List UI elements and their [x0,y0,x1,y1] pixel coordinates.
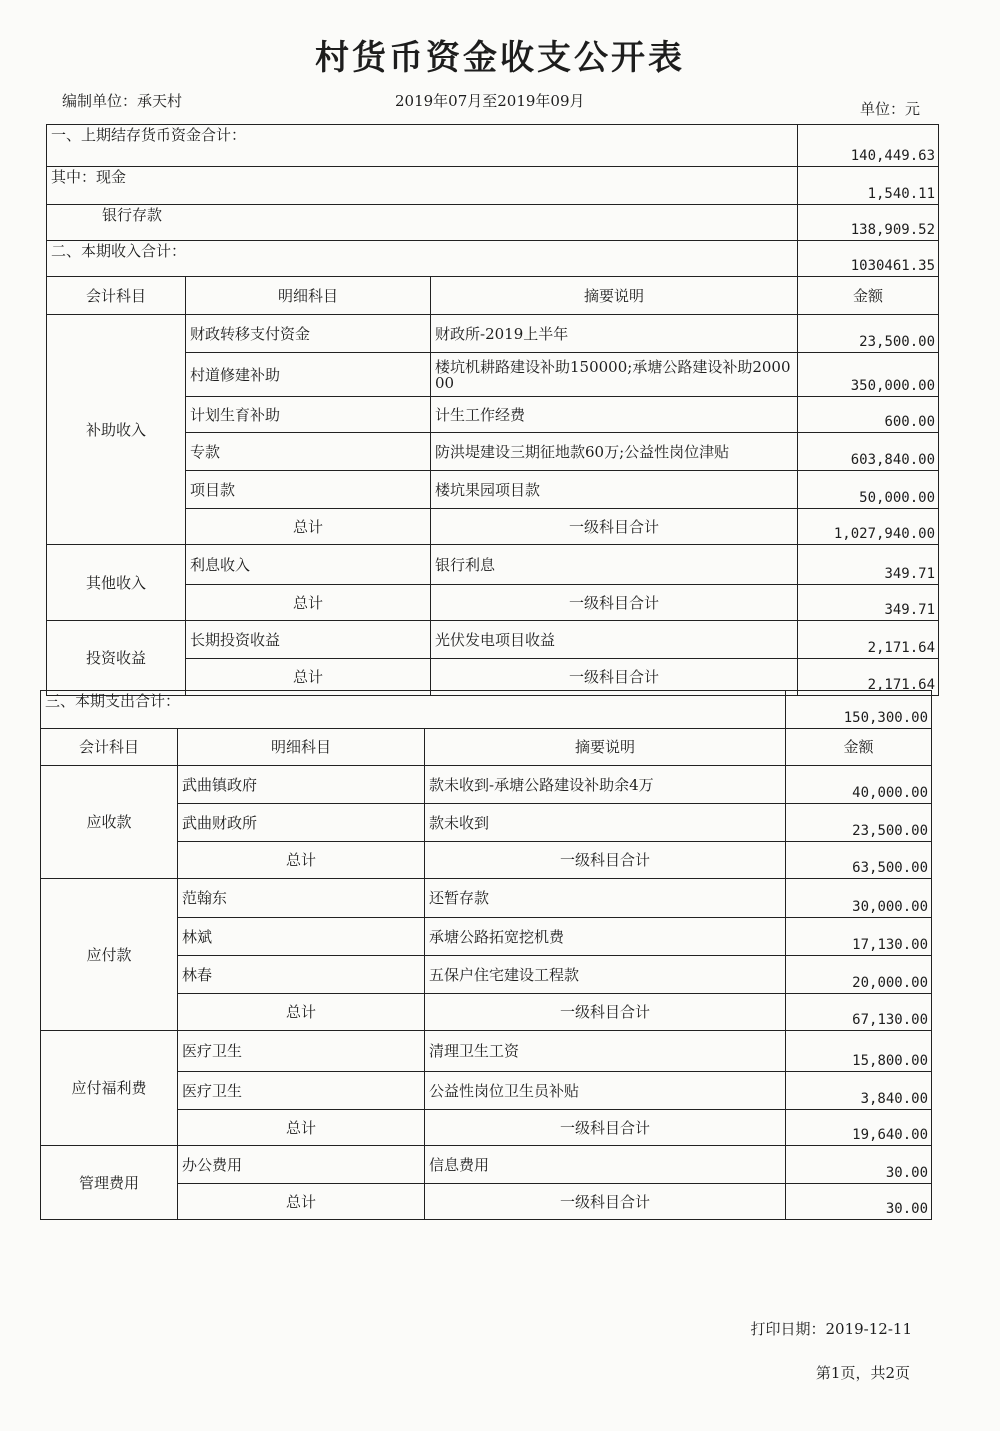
detail-cell: 医疗卫生 [178,1072,425,1110]
table-row [47,545,939,585]
table-row [47,315,939,353]
amount-cell: 50,000.00 [798,471,939,509]
amount-cell: 3,840.00 [786,1072,932,1110]
desc-cell: 公益性岗位卫生员补贴 [425,1072,786,1110]
desc-cell: 还暂存款 [425,879,786,918]
desc-cell: 光伏发电项目收益 [431,621,798,659]
subject-cell: 补助收入 [47,315,186,545]
detail-cell: 项目款 [186,471,431,509]
income-total-label: 二、本期收入合计： [47,241,798,277]
desc-cell: 计生工作经费 [431,397,798,433]
header-detail: 明细科目 [178,729,425,766]
document-title: 村货币资金收支公开表 [315,38,685,78]
amount-cell: 23,500.00 [798,315,939,353]
detail-cell: 财政转移支付资金 [186,315,431,353]
header-desc: 摘要说明 [425,729,786,766]
page-number: 第1页，共2页 [815,1364,910,1382]
amount-cell: 30.00 [786,1146,932,1184]
header-subject: 会计科目 [47,277,186,315]
currency-unit: 单位：元 [859,100,920,118]
amount-cell: 17,130.00 [786,918,932,956]
header-amount: 金额 [786,729,932,766]
desc-cell: 清理卫生工资 [425,1031,786,1072]
amount-cell: 23,500.00 [786,804,932,842]
detail-cell: 专款 [186,433,431,471]
table-row [47,241,939,277]
expense-total-label: 三、本期支出合计： [41,691,786,729]
amount-cell: 30,000.00 [786,879,932,918]
total-label: 总计 [178,1184,425,1220]
detail-cell: 医疗卫生 [178,1031,425,1072]
desc-cell: 五保户住宅建设工程款 [425,956,786,994]
subject-cell: 投资收益 [47,621,186,696]
subject-cell: 其他收入 [47,545,186,621]
income-table [46,124,939,696]
header-desc: 摘要说明 [431,277,798,315]
bank-label: 银行存款 [47,205,798,241]
total-amount: 30.00 [786,1184,932,1220]
total-amount: 1,027,940.00 [798,509,939,545]
subject-cell: 应付款 [41,879,178,1031]
total-desc: 一级科目合计 [425,1110,786,1146]
table-row [47,167,939,205]
amount-cell: 603,840.00 [798,433,939,471]
table-row [41,1031,932,1072]
desc-cell: 财政所-2019上半年 [431,315,798,353]
cash-label: 其中：现金 [47,167,798,205]
header-amount: 金额 [798,277,939,315]
detail-cell: 办公费用 [178,1146,425,1184]
table-row [41,879,932,918]
total-desc: 一级科目合计 [431,585,798,621]
total-label: 总计 [178,994,425,1031]
total-amount: 63,500.00 [786,842,932,879]
table-header-row [47,277,939,315]
total-desc: 一级科目合计 [425,1184,786,1220]
table-row [47,205,939,241]
desc-cell: 楼坑机耕路建设补助150000;承塘公路建设补助200000 [431,353,798,397]
total-amount: 2,171.64 [798,659,939,696]
detail-cell: 范翰东 [178,879,425,918]
total-label: 总计 [178,842,425,879]
amount-cell: 2,171.64 [798,621,939,659]
total-amount: 349.71 [798,585,939,621]
table-row [41,766,932,804]
total-desc: 一级科目合计 [425,994,786,1031]
table-row [41,691,932,729]
total-desc: 一级科目合计 [425,842,786,879]
total-label: 总计 [186,585,431,621]
total-label: 总计 [186,659,431,696]
table-row [47,621,939,659]
total-amount: 67,130.00 [786,994,932,1031]
subject-cell: 应收款 [41,766,178,879]
table-row [41,1146,932,1184]
amount-cell: 15,800.00 [786,1031,932,1072]
amount-cell: 20,000.00 [786,956,932,994]
total-label: 总计 [178,1110,425,1146]
table-row [47,125,939,167]
total-label: 总计 [186,509,431,545]
total-amount: 19,640.00 [786,1110,932,1146]
desc-cell: 银行利息 [431,545,798,585]
prev-balance-label: 一、上期结存货币资金合计： [47,125,798,167]
prepared-by: 编制单位：承天村 [62,92,183,110]
amount-cell: 40,000.00 [786,766,932,804]
header-detail: 明细科目 [186,277,431,315]
total-desc: 一级科目合计 [431,659,798,696]
detail-cell: 林春 [178,956,425,994]
desc-cell: 楼坑果园项目款 [431,471,798,509]
detail-cell: 林斌 [178,918,425,956]
income-total-amount: 1030461.35 [798,241,939,277]
bank-amount: 138,909.52 [798,205,939,241]
detail-cell: 长期投资收益 [186,621,431,659]
detail-cell: 武曲镇政府 [178,766,425,804]
amount-cell: 600.00 [798,397,939,433]
amount-cell: 349.71 [798,545,939,585]
detail-cell: 村道修建补助 [186,353,431,397]
subject-cell: 应付福利费 [41,1031,178,1146]
detail-cell: 计划生育补助 [186,397,431,433]
desc-cell: 款未收到-承塘公路建设补助余4万 [425,766,786,804]
desc-cell: 款未收到 [425,804,786,842]
detail-cell: 利息收入 [186,545,431,585]
table-header-row [41,729,932,766]
header-subject: 会计科目 [41,729,178,766]
amount-cell: 350,000.00 [798,353,939,397]
detail-cell: 武曲财政所 [178,804,425,842]
print-date: 打印日期：2019-12-11 [750,1320,912,1338]
subject-cell: 管理费用 [41,1146,178,1220]
expense-table [40,690,932,1220]
total-desc: 一级科目合计 [431,509,798,545]
desc-cell: 信息费用 [425,1146,786,1184]
expense-total-amount: 150,300.00 [786,691,932,729]
desc-cell: 承塘公路拓宽挖机费 [425,918,786,956]
prev-balance-amount: 140,449.63 [798,125,939,167]
period: 2019年07月至2019年09月 [395,92,585,110]
cash-amount: 1,540.11 [798,167,939,205]
desc-cell: 防洪堤建设三期征地款60万;公益性岗位津贴 [431,433,798,471]
